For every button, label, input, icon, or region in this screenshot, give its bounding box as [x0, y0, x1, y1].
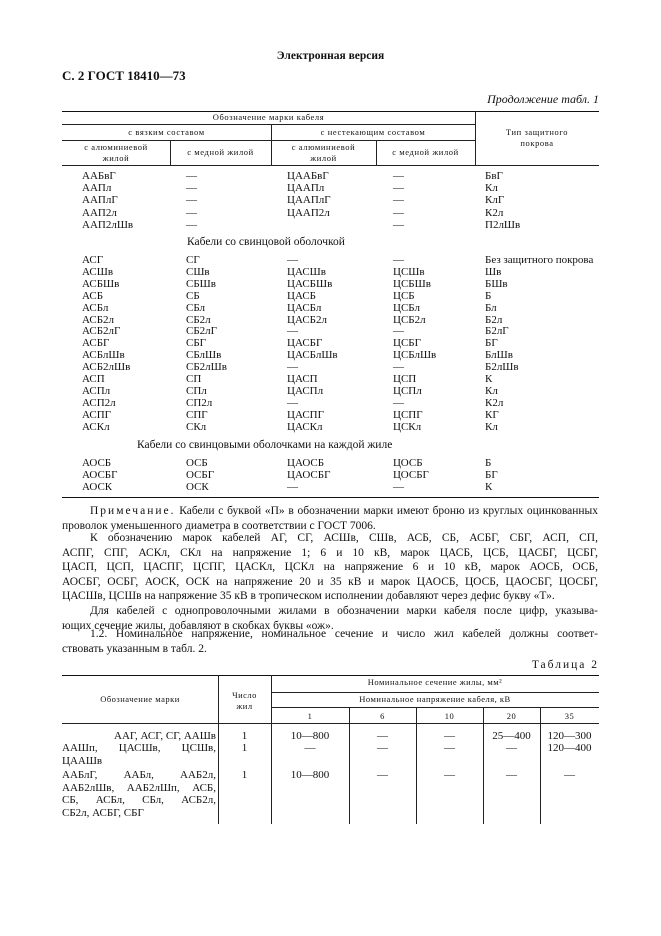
table1-cell-col-aluminum-viscous: АСБ2лШв — [82, 361, 131, 374]
table1-cell-col-cover: Б — [485, 457, 492, 469]
table1-cell-col-aluminum-viscous: ААПлГ — [82, 194, 118, 207]
table1-cell-col-copper-nondraining: ЦСПл — [393, 384, 422, 397]
table1-cell-col-copper-viscous: СП2л — [186, 396, 213, 409]
table1-rule — [62, 124, 475, 125]
table1-cell-col-cover: Б2лГ — [485, 325, 509, 338]
note-line-2: проволок уменьшенного диаметра в соответствии с ГОСТ 7006. — [62, 519, 376, 532]
table2-row-mark — [62, 730, 216, 743]
table1-cell-col-copper-nondraining: ЦСШв — [393, 265, 425, 278]
table2-row-mark-line: ААБ2лШв, ААБ2лШп, АСБ, — [62, 781, 216, 794]
table1-head-copper-b: с медной жилой — [392, 147, 459, 157]
table1-head-aluminum-line1: с алюминиевой — [84, 142, 148, 152]
table1-cell-col-copper-viscous: СБ2л — [186, 313, 211, 326]
table1-cell-col-copper-viscous: ОСБГ — [186, 469, 215, 481]
table1-cell-col-aluminum-nondraining: ЦАСП — [287, 373, 318, 385]
table1-cell-col-copper-viscous: — — [186, 170, 197, 182]
table2-row-mark-line: ААБлГ, ААБл, ААБ2л, — [62, 769, 216, 781]
table1-cell-col-copper-viscous: ОСК — [186, 481, 209, 493]
table2-row-section-20kv: — — [506, 769, 517, 781]
paragraph-tropical — [62, 531, 598, 604]
table2-caption — [532, 659, 599, 671]
table2-row-section-6kv: — — [377, 769, 388, 781]
table2-head-section: Номинальное сечение жилы, мм² — [367, 677, 503, 687]
table1-cell-col-copper-nondraining: ЦСП — [393, 373, 417, 385]
table1-cell-col-cover: БвГ — [485, 170, 503, 182]
table1-cell-col-aluminum-viscous: АСПГ — [82, 408, 112, 421]
paragraph-tropical-line: АСПГ, СПГ, АСКл, СКл на напряжение 1; 6 и 10 кВ, марок ЦАСБ, ЦСБ, ЦАСБГ, ЦСБГ, — [62, 546, 598, 559]
table1-cell-col-copper-viscous: СКл — [186, 420, 207, 433]
table1-head-cover-line2: покрова — [520, 138, 554, 148]
table2-row-cores: 1 — [241, 742, 248, 754]
table2-col-divider — [483, 707, 484, 824]
table1-cell-col-aluminum-nondraining: ЦАСБ2л — [287, 313, 327, 326]
table1-cell-col-copper-nondraining: ЦСБШв — [393, 277, 431, 290]
table1-cell-col-copper-viscous: — — [186, 206, 197, 219]
paragraph-tropical-line: АОСБГ, ОСБГ, АОСК, ОСК на напряжение 20 и 35 кВ и марок ЦАОСБ, ЦОСБ, ЦАОСБГ, ЦОСБГ, — [62, 575, 598, 588]
table2-row-cores: 1 — [241, 730, 248, 742]
table2-row-section-10kv: — — [444, 742, 455, 754]
table1-cell-col-cover: Кл — [485, 182, 498, 195]
table1-cell-col-cover: КлГ — [485, 194, 505, 207]
table1-cell-col-copper-viscous: СГ — [186, 254, 200, 266]
table1-cell-col-aluminum-nondraining: ЦАОСБГ — [287, 469, 331, 481]
table1-cell-col-cover: К2л — [485, 396, 504, 409]
table1-cell-col-aluminum-nondraining: ЦАСШв — [287, 265, 326, 278]
table1-cell-col-aluminum-viscous: АСПл — [82, 384, 111, 397]
paragraph-tropical-line: К обозначению марок кабелей АГ, СГ, АСШв, СШв, АСБ, СБ, АСБГ, СБГ, АСП, СП, — [90, 532, 598, 544]
table1-cell-col-cover: Б2лШв — [485, 361, 519, 374]
table1-cell-col-aluminum-viscous: АСБШв — [82, 277, 120, 290]
table1-cell-col-aluminum-nondraining: — — [287, 325, 298, 338]
table1-head-nondraining: с нестекающим составом — [320, 127, 426, 137]
table2-row-mark — [62, 742, 216, 767]
table2-rule — [271, 692, 599, 693]
table1-cell-col-copper-nondraining: ЦОСБ — [393, 457, 423, 469]
table1-cell-col-copper-nondraining: — — [393, 396, 404, 409]
table2-col-divider — [540, 707, 541, 824]
table1-cell-col-aluminum-viscous: АОСБГ — [82, 469, 118, 481]
paragraph-1-2-line: 1.2. Номинальное напряжение, номинальное сечение и число жил кабелей должны соответ- — [90, 628, 598, 640]
table1-cell-col-cover: К2л — [485, 206, 504, 219]
table2-voltage-35: 35 — [564, 711, 575, 721]
table1-cell-col-aluminum-viscous: АСКл — [82, 420, 110, 433]
table1-cell-col-copper-nondraining: — — [393, 325, 404, 338]
table1-cell-col-cover: Бл — [485, 301, 497, 314]
table2-row-mark-line: ЦААШв — [62, 754, 103, 767]
table1-cell-col-copper-viscous: СБ — [186, 289, 200, 302]
table1-cell-col-aluminum-viscous: АСБлШв — [82, 349, 125, 362]
table1-cell-col-aluminum-nondraining: ЦААП2л — [287, 206, 330, 219]
table1-cell-col-copper-viscous: СБлШв — [186, 349, 222, 362]
table1-cell-col-copper-viscous: СШв — [186, 265, 210, 278]
table2-row-section-10kv: — — [444, 769, 455, 781]
table2-rule — [271, 707, 599, 708]
table1-cell-col-copper-nondraining: — — [393, 206, 404, 219]
table1-cell-col-copper-viscous: СПл — [186, 384, 207, 397]
table1-cell-col-cover: К — [485, 373, 493, 385]
table2-row-section-6kv: — — [377, 730, 388, 742]
table1-cell-col-cover: Шв — [485, 265, 502, 278]
table2-row-section-1kv: 10—800 — [290, 730, 330, 742]
paragraph-single-wire-line: ющих сечение жилы, добавляют в скобках буквы «ож». — [62, 619, 334, 632]
table1-head-viscous: с вязким составом — [128, 127, 205, 137]
table1-head-cover — [475, 127, 599, 149]
table1-cell-col-aluminum-nondraining: ЦААПл — [287, 182, 325, 195]
table2-row-section-6kv: — — [377, 742, 388, 754]
table1-cell-col-cover: БГ — [485, 469, 498, 481]
note-text: Кабели с буквой «П» в обозначении марки имеют броню из круглых оцинкованных — [175, 505, 598, 517]
table1-cell-col-aluminum-nondraining: ЦАСПГ — [287, 408, 324, 421]
note-paragraph — [62, 504, 598, 533]
table2-head-mark: Обозначение марки — [100, 694, 180, 704]
table1-cell-col-copper-nondraining: — — [393, 194, 404, 207]
table2-row-section-10kv: — — [444, 730, 455, 742]
table2-header-bottom-rule — [62, 723, 599, 724]
table1-cell-col-aluminum-nondraining: ЦАОСБ — [287, 457, 325, 469]
table1-head-aluminum-b-line2: жилой — [310, 153, 337, 163]
table1-cell-col-aluminum-nondraining: ЦАСБШв — [287, 277, 333, 290]
table1-cell-col-copper-nondraining: ЦСБл — [393, 301, 420, 314]
table1-cell-col-aluminum-nondraining: ЦААПлГ — [287, 194, 331, 207]
paragraph-1-2 — [62, 627, 598, 656]
table1-cell-col-copper-viscous: СПГ — [186, 408, 208, 421]
table2-row-section-35kv: 120—300 — [547, 730, 592, 742]
table1-cell-col-cover: К — [485, 481, 493, 493]
table2-voltage-1: 1 — [307, 711, 313, 721]
table1-cell-col-copper-nondraining: — — [393, 182, 404, 195]
table1-cell-col-copper-viscous: — — [186, 182, 197, 195]
table1-cell-col-copper-viscous: СБШв — [186, 277, 216, 290]
table1-cell-col-copper-nondraining: — — [393, 254, 404, 266]
table2-voltage-20: 20 — [506, 711, 517, 721]
table2-row-mark-line: СБ, АСБл, СБл, АСБ2л, — [62, 794, 216, 806]
table1-cell-col-aluminum-viscous: АОСК — [82, 481, 113, 493]
table1-cell-col-cover: Кл — [485, 420, 498, 433]
table1-cell-col-copper-nondraining: — — [393, 481, 404, 493]
table1-cell-col-copper-viscous: СБл — [186, 301, 205, 314]
table2-voltage-10: 10 — [444, 711, 455, 721]
table1-cell-col-aluminum-viscous: АСБ2лГ — [82, 325, 121, 338]
table2-row-cores: 1 — [241, 769, 248, 781]
table1-cell-col-cover: КГ — [485, 408, 499, 421]
table1-cell-col-copper-nondraining: ЦСПГ — [393, 408, 423, 421]
table1-cell-col-aluminum-viscous: ААП2л — [82, 206, 117, 219]
table1-head-aluminum-line2: жилой — [102, 153, 130, 163]
table1-cell-col-copper-viscous: СБ2лШв — [186, 361, 227, 374]
table1-cell-col-aluminum-nondraining: ЦАСКл — [287, 420, 323, 433]
table2-row-mark-line: ААГ, АСГ, СГ, ААШв — [114, 730, 216, 742]
table1-cell-col-copper-nondraining: ЦСКл — [393, 420, 422, 433]
page-reference: С. 2 ГОСТ 18410—73 — [62, 68, 186, 83]
table1-cell-col-aluminum-nondraining: — — [287, 481, 298, 493]
table1-cell-col-copper-nondraining: ЦСБГ — [393, 337, 421, 350]
table1-cell-col-aluminum-nondraining: ЦАСБл — [287, 301, 322, 314]
table1-cell-col-copper-nondraining: ЦСБ2л — [393, 313, 426, 326]
table1-subhead-lead: Кабели со свинцовой оболочкой — [187, 236, 345, 248]
paragraph-1-2-line: ствовать указанным в табл. 2. — [62, 642, 207, 655]
table1-cell-col-cover: Б2л — [485, 313, 503, 326]
table1-cell-col-aluminum-nondraining: — — [287, 361, 298, 374]
table1-header-bottom-rule — [62, 165, 599, 166]
table1-cell-col-cover: БлШв — [485, 349, 513, 362]
table1-cell-col-copper-viscous: ОСБ — [186, 457, 208, 469]
note-label: Примечание. — [90, 505, 176, 517]
table1-cell-col-copper-nondraining: — — [393, 170, 404, 182]
table1-head-aluminum-b-line1: с алюминиевой — [291, 142, 356, 152]
table1-cell-col-copper-nondraining: ЦОСБГ — [393, 469, 429, 481]
table2-row-section-20kv: 25—400 — [492, 730, 531, 742]
table1-cell-col-copper-nondraining: ЦСБлШв — [393, 349, 437, 362]
table1-cell-col-aluminum-viscous: АСБ — [82, 289, 104, 302]
table1-cell-col-copper-nondraining: — — [393, 361, 404, 374]
table2-row-mark-line: ААШп, ЦАСШв, ЦСШв, — [62, 742, 216, 754]
table2-voltage-6: 6 — [380, 711, 385, 721]
table2-col-divider — [416, 707, 417, 824]
table1-cell-col-cover: БГ — [485, 337, 498, 350]
table-continuation-label: Продолжение табл. 1 — [487, 92, 599, 106]
table1-cell-col-cover: Без защитного покрова — [485, 254, 594, 266]
table1-head-copper: с медной жилой — [187, 147, 254, 157]
table2-head-cores-line2: жил — [236, 701, 253, 711]
table1-cell-col-aluminum-nondraining: ЦАСБлШв — [287, 349, 338, 362]
table1-cell-col-aluminum-nondraining: ЦАСБГ — [287, 337, 323, 350]
table2-caption-text: Таблица 2 — [531, 659, 599, 671]
table2-row-section-20kv: — — [506, 742, 517, 754]
table1-cell-col-copper-viscous: — — [186, 194, 197, 207]
table2-head-cores-line1: Число — [232, 690, 257, 700]
table1-cell-col-aluminum-nondraining: — — [287, 396, 298, 409]
table1-cell-col-aluminum-viscous: ААП2лШв — [82, 218, 134, 231]
table1-cell-col-copper-nondraining: ЦСБ — [393, 289, 415, 302]
table1-cell-col-aluminum-viscous: АСП — [82, 373, 105, 385]
table1-cell-col-aluminum-viscous: АСШв — [82, 265, 114, 278]
table1-cell-col-copper-viscous: — — [186, 218, 197, 231]
table2-head-voltage: Номинальное напряжение кабеля, кВ — [359, 694, 511, 704]
table2-row-section-35kv: — — [564, 769, 575, 781]
note-line-1 — [90, 504, 598, 519]
table1-cell-col-copper-nondraining: — — [393, 218, 404, 231]
table1-cell-col-aluminum-viscous: АСГ — [82, 254, 104, 266]
table1-cell-col-aluminum-nondraining: — — [287, 254, 298, 266]
paragraph-tropical-line: ЦАСП, ЦСП, ЦАСПГ, ЦСПГ, ЦАСКл, ЦСКл на напряжение 6 и 10 кВ, марок АОСБ, ОСБ, — [62, 561, 598, 574]
electronic-version-label: Электронная версия — [276, 50, 385, 62]
table2-row-section-1kv: 10—800 — [290, 769, 330, 781]
table1-head-cover-line1: Тип защитного — [505, 127, 569, 137]
table1-cell-col-aluminum-viscous: АСБГ — [82, 337, 110, 350]
table1-head-designation: Обозначение марки кабеля — [212, 112, 325, 122]
table1-head-aluminum — [62, 142, 170, 164]
table1-bottom-rule — [62, 497, 599, 498]
table2-top-rule — [62, 675, 599, 676]
table2-row-mark — [62, 769, 216, 819]
table2-row-section-1kv: — — [304, 742, 316, 754]
table1-cell-col-aluminum-viscous: АОСБ — [82, 457, 112, 469]
table1-cell-col-aluminum-viscous: ААПл — [82, 182, 112, 195]
table1-cell-col-copper-viscous: СП — [186, 373, 202, 385]
table1-cell-col-aluminum-nondraining: ЦААБвГ — [287, 170, 329, 182]
table1-cell-col-aluminum-nondraining: ЦАСПл — [287, 384, 324, 397]
table2-row-section-35kv: 120—400 — [547, 742, 592, 754]
table1-cell-col-aluminum-viscous: АСП2л — [82, 396, 116, 409]
table1-cell-col-aluminum-nondraining: ЦАСБ — [287, 289, 316, 302]
table1-cell-col-aluminum-viscous: АСБл — [82, 301, 109, 314]
table2-head-cores — [218, 690, 271, 712]
table1-cell-col-cover: Кл — [485, 384, 498, 397]
table1-subhead-each: Кабели со свинцовыми оболочками на каждой жиле — [137, 439, 393, 451]
table1-cell-col-aluminum-viscous: ААБвГ — [82, 170, 116, 182]
table1-cell-col-cover: Б — [485, 289, 492, 302]
table1-rule — [62, 140, 475, 141]
table1-head-aluminum-b — [271, 142, 376, 164]
table1-cell-col-copper-viscous: СБГ — [186, 337, 207, 350]
table2-col-divider — [349, 707, 350, 824]
table1-cell-col-aluminum-viscous: АСБ2л — [82, 313, 115, 326]
table1-cell-col-cover: БШв — [485, 277, 508, 290]
table1-cell-col-cover: П2лШв — [485, 218, 521, 231]
table2-row-mark-line: СБ2л, АСБГ, СБГ — [62, 806, 144, 819]
table1-cell-col-copper-viscous: СБ2лГ — [186, 325, 218, 338]
paragraph-tropical-line: ЦАСШв, ЦСШв на напряжение 35 кВ в тропическом исполнении добавляют через дефис букву «Т». — [62, 590, 555, 603]
paragraph-single-wire-line: Для кабелей с однопроволочными жилами в обозначении марки кабеля после цифр, указыва- — [90, 605, 598, 617]
